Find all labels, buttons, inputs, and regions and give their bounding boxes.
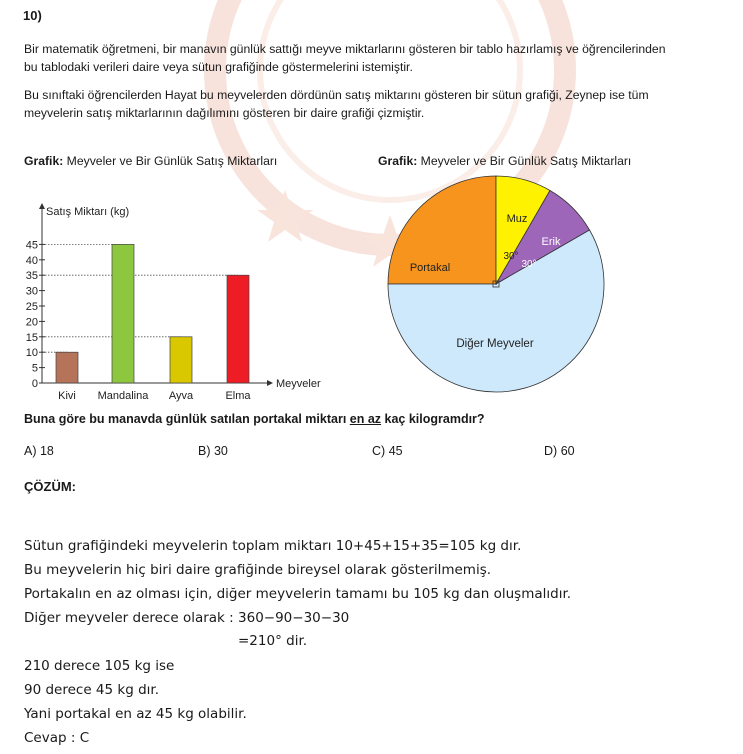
- pie-graph-title-text: Meyveler ve Bir Günlük Satış Miktarları: [417, 154, 632, 168]
- angle-label-erik: 30°: [521, 259, 537, 270]
- option-b-letter: B): [198, 444, 211, 458]
- solution-heading: ÇÖZÜM:: [24, 479, 76, 494]
- second-paragraph: [24, 86, 724, 122]
- intro-line-1: Bir matematik öğretmeni, bir manavın günlük sattığı meyve miktarlarını gösteren bir tablo hazırlamış ve öğrencilerinden: [24, 42, 666, 56]
- option-b-value: 30: [213, 444, 228, 458]
- bar-chart: [0, 195, 340, 405]
- option-c-value: 45: [388, 444, 403, 458]
- second-line-2: meyvelerin satış miktarlarının dağılımını gösteren bir daire grafiği çizmiştir.: [24, 106, 425, 120]
- solution-line-6: 210 derece 105 kg ise: [24, 658, 175, 674]
- x-tick-label: Mandalina: [97, 390, 149, 402]
- y-tick-label: 0: [31, 378, 38, 390]
- solution-line-2: Bu meyvelerin hiç biri daire grafiğinde bireysel olarak gösterilmemiş.: [24, 562, 492, 578]
- x-tick-label: Kivi: [58, 390, 76, 402]
- intro-line-2: bu tablodaki verileri daire veya sütun grafiğinde göstermelerini istemiştir.: [24, 60, 413, 74]
- x-tick-label: Elma: [225, 390, 251, 402]
- bar-ayva: [170, 337, 192, 383]
- x-tick-label: Ayva: [168, 390, 194, 402]
- question-underlined: en az: [349, 412, 382, 426]
- y-tick-label: 30: [25, 285, 38, 298]
- option-d[interactable]: [544, 444, 575, 458]
- bar-kivi: [56, 352, 78, 383]
- option-d-letter: D): [544, 444, 558, 458]
- slice-label-muz: Muz: [506, 213, 528, 225]
- solution-line-1: Sütun grafiğindeki meyvelerin toplam miktarı 10+45+15+35=105 kg dır.: [24, 538, 522, 554]
- solution-line-5: =210° dir.: [238, 633, 308, 649]
- bar-elma: [227, 275, 249, 383]
- y-axis-arrow: [39, 203, 45, 209]
- pie-graph-title-prefix: Grafik:: [378, 154, 418, 168]
- bar-graph-title-prefix: Grafik:: [24, 154, 64, 168]
- question-number: 10): [23, 8, 42, 23]
- y-tick-label: 20: [25, 316, 38, 329]
- solution-line-4: Diğer meyveler derece olarak : 360−90−30−30: [24, 610, 350, 626]
- pie-graph-title: [378, 154, 631, 168]
- x-axis-arrow: [267, 380, 273, 386]
- bar-graph-title: [24, 154, 277, 168]
- bar-graph-title-text: Meyveler ve Bir Günlük Satış Miktarları: [63, 154, 278, 168]
- angle-label-muz: 30°: [503, 251, 519, 262]
- slice-label-portakal: Portakal: [409, 262, 451, 274]
- solution-line-3: Portakalın en az olması için, diğer meyvelerin tamamı bu 105 kg dan oluşmalıdır.: [24, 586, 572, 602]
- second-line-1: Bu sınıftaki öğrencilerden Hayat bu meyvelerden dördünün satış miktarını gösteren bir sütun grafiği, Zeynep ise tüm: [24, 88, 649, 102]
- slice-label-diger: Diğer Meyveler: [456, 338, 534, 350]
- pie-chart: [380, 175, 620, 405]
- option-c[interactable]: [372, 444, 403, 458]
- y-tick-label: 45: [25, 239, 38, 252]
- intro-paragraph: [24, 40, 724, 76]
- question-after: kaç kilogramdır?: [381, 412, 485, 426]
- option-b[interactable]: [198, 444, 228, 458]
- option-d-value: 60: [560, 444, 575, 458]
- question-before: Buna göre bu manavda günlük satılan portakal miktarı: [24, 412, 350, 426]
- y-tick-label: 25: [25, 301, 38, 313]
- y-axis-label: Satış Miktarı (kg): [46, 206, 130, 218]
- y-tick-label: 10: [25, 347, 38, 360]
- option-c-letter: C): [372, 444, 386, 458]
- center-dot: [495, 283, 497, 285]
- question-text: [24, 412, 485, 426]
- x-axis-label: Meyveler: [276, 378, 321, 390]
- y-tick-label: 5: [31, 362, 38, 375]
- option-a[interactable]: [24, 444, 54, 458]
- bar-mandalina: [112, 244, 134, 383]
- option-a-letter: A): [24, 444, 37, 458]
- solution-line-7: 90 derece 45 kg dır.: [24, 682, 159, 698]
- y-tick-label: 40: [25, 254, 38, 267]
- solution-line-9: Cevap : C: [24, 730, 90, 746]
- y-tick-label: 35: [25, 270, 38, 283]
- y-tick-label: 15: [25, 331, 38, 344]
- slice-label-erik: Erik: [541, 236, 561, 248]
- solution-line-8: Yani portakal en az 45 kg olabilir.: [24, 706, 247, 722]
- option-a-value: 18: [39, 444, 54, 458]
